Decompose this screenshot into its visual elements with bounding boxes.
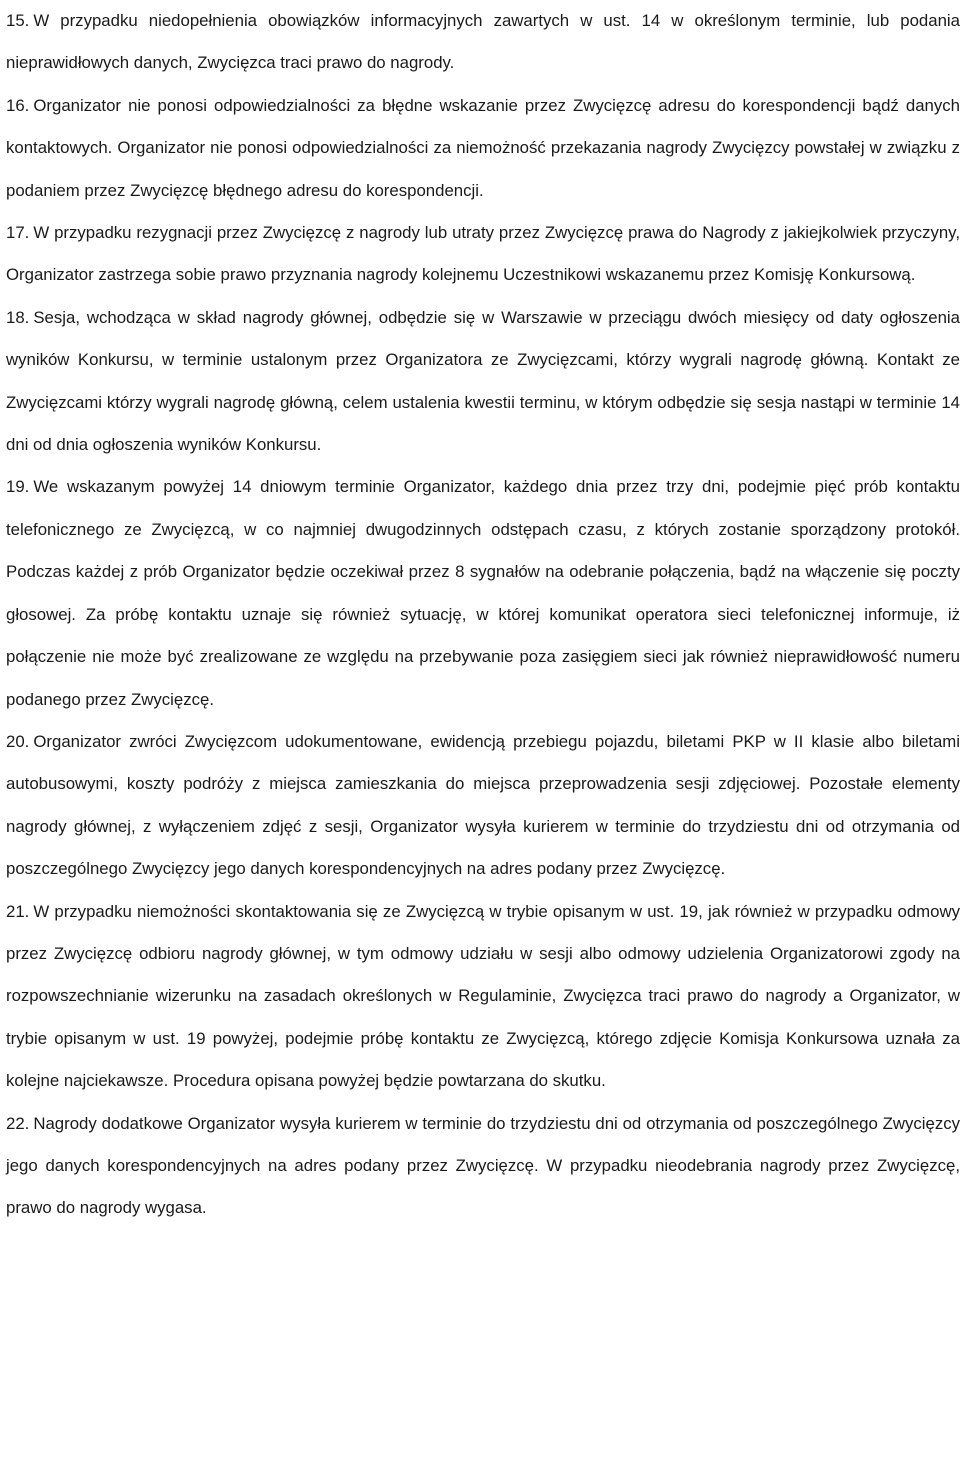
paragraph-number: 20. (6, 731, 30, 751)
paragraph-text: Sesja, wchodząca w skład nagrody głównej, odbędzie się w Warszawie w przeciągu dwóch miesięcy od daty ogłoszenia wyników Konkursu, w terminie ustalonym przez Organizatora ze Zwycięzcami, którzy wygrali nagrodę główną. Kontakt ze Zwycięzcami którzy wygrali nagrodę główną, celem ustalenia kwestii terminu, w którym odbędzie się sesja nastąpi w terminie 14 dni od dnia ogłoszenia wyników Konkursu. (6, 307, 960, 455)
paragraph-text: Organizator zwróci Zwycięzcom udokumentowane, ewidencją przebiegu pojazdu, biletami PKP w II klasie albo biletami autobusowymi, koszty podróży z miejsca zamieszkania do miejsca przeprowadzenia sesji zdjęciowej. Pozostałe elementy nagrody głównej, z wyłączeniem zdjęć z sesji, Organizator wysyła kurierem w terminie do trzydziestu dni od otrzymania od poszczególnego Zwycięzcy jego danych korespondencyjnych na adres podany przez Zwycięzcę. (6, 731, 960, 879)
paragraph-15 (6, 0, 960, 85)
paragraph-19 (6, 466, 960, 720)
paragraph-text: We wskazanym powyżej 14 dniowym terminie Organizator, każdego dnia przez trzy dni, podejmie pięć prób kontaktu telefonicznego ze Zwycięzcą, w co najmniej dwugodzinnych odstępach czasu, z których zostanie sporządzony protokół. Podczas każdej z prób Organizator będzie oczekiwał przez 8 sygnałów na odebranie połączenia, bądź na włączenie się poczty głosowej. Za próbę kontaktu uznaje się również sytuację, w której komunikat operatora sieci telefonicznej informuje, iż połączenie nie może być zrealizowane ze względu na przebywanie poza zasięgiem sieci jak również nieprawidłowość numeru podanego przez Zwycięzcę. (6, 477, 960, 709)
paragraph-18 (6, 297, 960, 467)
paragraph-number: 15. (6, 11, 30, 30)
paragraph-text: W przypadku niemożności skontaktowania się ze Zwycięzcą w trybie opisanym w ust. 19, jak również w przypadku odmowy przez Zwycięzcę odbioru nagrody głównej, w tym odmowy udziału w sesji albo odmowy udzielenia Organizatorowi zgody na rozpowszechnianie wizerunku na zasadach określonych w Regulaminie, Zwycięzca traci prawo do nagrody a Organizator, w trybie opisanym w ust. 19 powyżej, podejmie próbę kontaktu ze Zwycięzcą, którego zdjęcie Komisja Konkursowa uznała za kolejne najciekawsze. Procedura opisana powyżej będzie powtarzana do skutku. (6, 901, 960, 1091)
paragraph-text: W przypadku niedopełnienia obowiązków informacyjnych zawartych w ust. 14 w określonym terminie, lub podania nieprawidłowych danych, Zwycięzca traci prawo do nagrody. (6, 11, 960, 73)
paragraph-number: 19. (6, 477, 30, 497)
paragraph-17 (6, 212, 960, 297)
paragraph-number: 21. (6, 901, 30, 921)
document-page (6, 0, 960, 1230)
paragraph-21 (6, 891, 960, 1103)
paragraph-16 (6, 85, 960, 212)
paragraph-number: 18. (6, 307, 30, 327)
paragraph-22 (6, 1103, 960, 1230)
paragraph-text: W przypadku rezygnacji przez Zwycięzcę z nagrody lub utraty przez Zwycięzcę prawa do Nagrody z jakiejkolwiek przyczyny, Organizator zastrzega sobie prawo przyznania nagrody kolejnemu Uczestnikowi wskazanemu przez Komisję Konkursową. (6, 223, 960, 285)
paragraph-number: 16. (6, 95, 30, 115)
paragraph-text: Organizator nie ponosi odpowiedzialności za błędne wskazanie przez Zwycięzcę adresu do korespondencji bądź danych kontaktowych. Organizator nie ponosi odpowiedzialności za niemożność przekazania nagrody Zwycięzcy powstałej w związku z podaniem przez Zwycięzcę błędnego adresu do korespondencji. (6, 95, 960, 200)
paragraph-20 (6, 721, 960, 891)
paragraph-number: 17. (6, 223, 30, 243)
paragraph-text: Nagrody dodatkowe Organizator wysyła kurierem w terminie do trzydziestu dni od otrzymania od poszczególnego Zwycięzcy jego danych korespondencyjnych na adres podany przez Zwycięzcę. W przypadku nieodebrania nagrody przez Zwycięzcę, prawo do nagrody wygasa. (6, 1113, 960, 1218)
paragraph-number: 22. (6, 1113, 30, 1133)
